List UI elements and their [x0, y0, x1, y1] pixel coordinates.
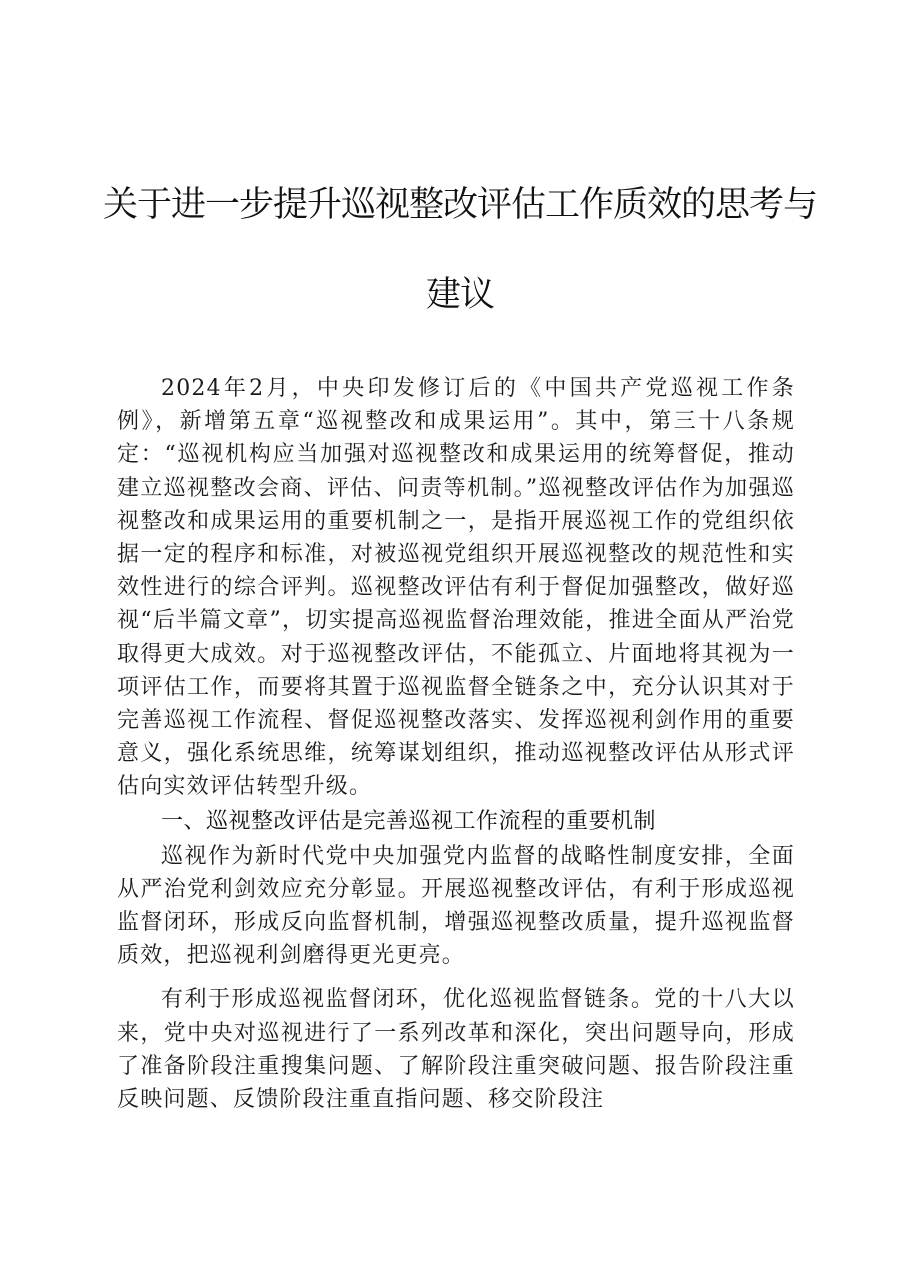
- section-heading: 一、巡视整改评估是完善巡视工作流程的重要机制: [161, 808, 657, 834]
- document-body: [117, 372, 795, 1116]
- document-title: 关于进一步提升巡视整改评估工作质效的思考与建议: [102, 185, 817, 315]
- section-paragraph: 巡视作为新时代党中央加强党内监督的战略性制度安排，全面从严治党利剑效应充分彰显。开展巡视整改评估，有利于形成巡视监督闭环，形成反向监督机制，增强巡视整改质量，提升巡视监督质效，把巡视利剑磨得更光更亮。: [117, 843, 795, 969]
- intro-paragraph: 2024年2月，中央印发修订后的《中国共产党巡视工作条例》，新增第五章“巡视整改和成果运用”。其中，第三十八条规定：“巡视机构应当加强对巡视整改和成果运用的统筹督促，推动建立巡视整改会商、评估、问责等机制。”巡视整改评估作为加强巡视整改和成果运用的重要机制之一，是指开展巡视工作的党组织依据一定的程序和标准，对被巡视党组织开展巡视整改的规范性和实效性进行的综合评判。巡视整改评估有利于督促加强整改，做好巡视“后半篇文章”，切实提高巡视监督治理效能，推进全面从严治党取得更大成效。对于巡视整改评估，不能孤立、片面地将其视为一项评估工作，而要将其置于巡视监督全链条之中，充分认识其对于完善巡视工作流程、督促巡视整改落实、发挥巡视利剑作用的重要意义，强化系统思维，统筹谋划组织，推动巡视整改评估从形式评估向实效评估转型升级。: [117, 376, 795, 800]
- section-paragraph: 有利于形成巡视监督闭环，优化巡视监督链条。党的十八大以来，党中央对巡视进行了一系列改革和深化，突出问题导向，形成了准备阶段注重搜集问题、了解阶段注重突破问题、报告阶段注重反映问题、反馈阶段注重直指问题、移交阶段注: [117, 987, 795, 1113]
